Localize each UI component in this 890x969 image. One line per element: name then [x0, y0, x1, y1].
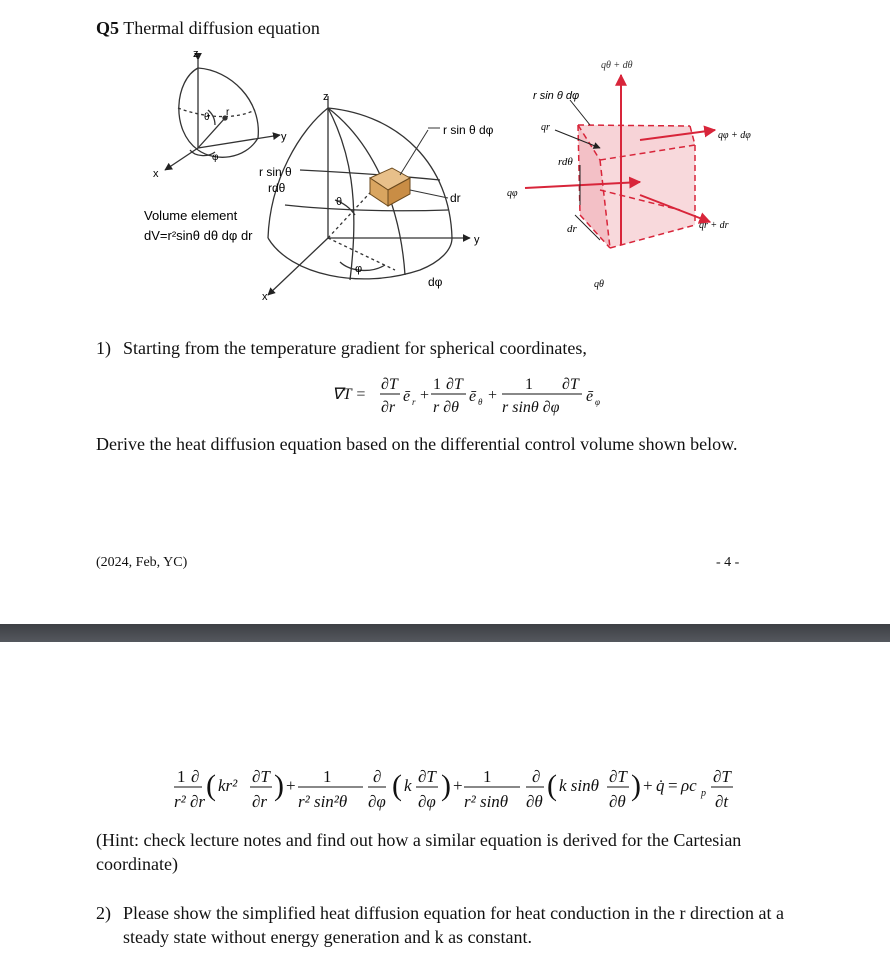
large-theta: θ [336, 196, 343, 208]
svg-text:∂T: ∂T [562, 376, 579, 393]
label-dr: dr [450, 191, 461, 205]
large-phi: φ [355, 263, 363, 275]
spherical-control-volume-figure [0, 40, 890, 310]
label-r-dtheta-right: rdθ [558, 156, 573, 168]
svg-text:∂: ∂ [191, 767, 200, 786]
question-2-text: Please show the simplified heat diffusion equation for heat conduction in the r direction at a steady state without energy generation and k as constant. [123, 903, 784, 947]
svg-text:1: 1 [483, 767, 492, 786]
large-axis-x: x [262, 291, 268, 303]
svg-text:r: r [412, 397, 416, 407]
page-separator [0, 624, 890, 642]
question-1-text: Starting from the temperature gradient for spherical coordinates, [123, 338, 587, 358]
svg-text:∂t: ∂t [715, 792, 729, 811]
svg-text:θ: θ [478, 397, 483, 407]
question-2-number: 2) [96, 903, 111, 923]
page-5 [0, 642, 890, 969]
svg-text:∂φ: ∂φ [418, 792, 436, 811]
svg-text:(: ( [392, 769, 402, 802]
label-r-sin-theta: r sin θ [259, 165, 292, 179]
svg-text:∂T: ∂T [252, 767, 270, 786]
large-sphere-diagram [268, 96, 470, 295]
label-q-phi: qφ [507, 188, 518, 199]
small-sphere-diagram [165, 60, 280, 170]
label-r-dtheta: rdθ [268, 181, 286, 195]
question-1 [96, 336, 587, 360]
volume-element-formula: dV=r²sinθ dθ dφ dr [144, 228, 253, 243]
svg-text:(: ( [547, 769, 557, 802]
svg-text:1: 1 [323, 767, 332, 786]
svg-text:r sinθ ∂φ: r sinθ ∂φ [502, 399, 560, 416]
label-q-r: qr [541, 122, 550, 133]
label-dphi: dφ [428, 275, 443, 289]
question-1-number: 1) [96, 338, 111, 358]
svg-text:1: 1 [525, 376, 533, 393]
small-theta: θ [204, 112, 210, 123]
svg-text:): ) [441, 769, 451, 802]
svg-text:+: + [643, 776, 653, 795]
svg-text:ē: ē [403, 388, 411, 405]
svg-text:∂T: ∂T [446, 376, 463, 393]
label-q-phi-dphi: qφ + dφ [718, 130, 751, 141]
svg-text:∂: ∂ [373, 767, 382, 786]
svg-text:q̇: q̇ [656, 776, 665, 795]
svg-text:+: + [453, 776, 463, 795]
svg-text:+: + [286, 776, 296, 795]
label-q-r-dr: qr + dr [699, 220, 729, 231]
svg-text:∂θ: ∂θ [526, 792, 543, 811]
svg-text:1: 1 [177, 767, 186, 786]
svg-text:∂φ: ∂φ [368, 792, 386, 811]
question-number: Q5 [96, 18, 120, 38]
volume-element-label: Volume element [144, 208, 238, 223]
small-phi: φ [212, 152, 219, 163]
svg-text:∂T: ∂T [713, 767, 731, 786]
svg-text:p: p [701, 788, 706, 799]
footer-source: (2024, Feb, YC) [96, 555, 188, 570]
small-r: r [226, 107, 230, 118]
heat-diffusion-equation [170, 760, 740, 822]
question-title [96, 18, 320, 39]
volume-element-cube [370, 168, 410, 206]
label-r-sin-theta-dphi-right: r sin θ dφ [533, 90, 580, 102]
svg-text:∂r: ∂r [252, 792, 268, 811]
svg-text:r² sinθ: r² sinθ [464, 792, 509, 811]
svg-text:): ) [631, 769, 641, 802]
question-1-derive: Derive the heat diffusion equation based on the differential control volume shown below. [96, 434, 738, 454]
svg-text:∂θ: ∂θ [609, 792, 626, 811]
svg-text:+: + [420, 387, 430, 404]
small-axis-z: z [193, 48, 199, 60]
svg-text:r² sin²θ: r² sin²θ [298, 792, 348, 811]
large-axis-z: z [323, 91, 329, 103]
svg-text:ρc: ρc [681, 776, 697, 795]
hint-text: (Hint: check lecture notes and find out how a similar equation is derived for the Cartesian coordinate) [96, 830, 742, 874]
question-title-text: Thermal diffusion equation [123, 18, 320, 38]
question-2 [96, 901, 816, 949]
svg-text:k sinθ: k sinθ [559, 776, 599, 795]
svg-text:r² ∂r: r² ∂r [174, 792, 205, 811]
footer-page-number: - 4 - [716, 555, 740, 570]
svg-text:): ) [274, 769, 284, 802]
svg-text:r ∂θ: r ∂θ [433, 399, 459, 416]
svg-text:ē: ē [469, 388, 477, 405]
large-axis-y: y [474, 234, 480, 246]
svg-text:∇T =: ∇T = [332, 386, 367, 403]
svg-text:+: + [488, 387, 498, 404]
label-r-sin-theta-dphi: r sin θ dφ [443, 123, 494, 137]
svg-text:∂T: ∂T [609, 767, 627, 786]
label-q-theta-dtheta: qθ + dθ [601, 60, 633, 71]
svg-text:=: = [668, 776, 678, 795]
svg-text:(: ( [206, 769, 216, 802]
small-axis-x: x [153, 168, 159, 180]
label-dr-right: dr [567, 223, 577, 235]
svg-text:∂: ∂ [532, 767, 541, 786]
gradient-equation [330, 372, 610, 422]
svg-text:φ: φ [595, 397, 600, 407]
svg-text:∂r: ∂r [381, 399, 396, 416]
svg-text:∂T: ∂T [418, 767, 436, 786]
svg-text:kr²: kr² [218, 776, 238, 795]
svg-text:1: 1 [433, 376, 441, 393]
svg-text:k: k [404, 776, 412, 795]
svg-text:∂T: ∂T [381, 376, 398, 393]
label-q-theta: qθ [594, 279, 604, 290]
small-axis-y: y [281, 131, 287, 143]
svg-text:ē: ē [586, 388, 594, 405]
